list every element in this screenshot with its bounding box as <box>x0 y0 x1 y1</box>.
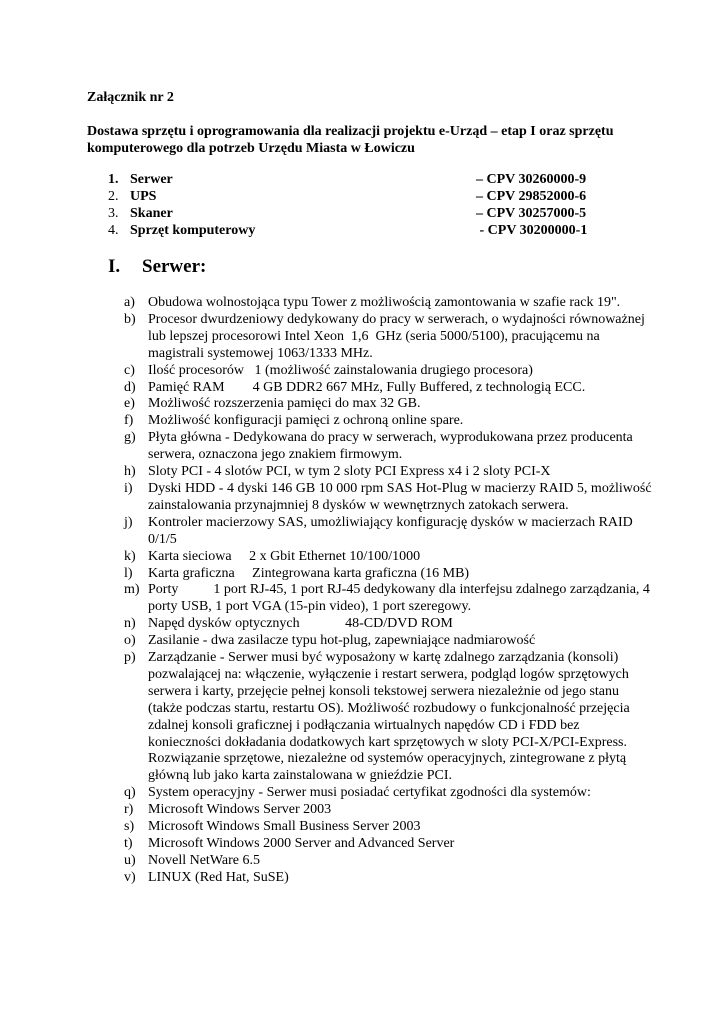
cpv-item-code: – CPV 30257000-5 <box>476 206 587 221</box>
section-heading <box>108 255 206 279</box>
spec-item <box>124 633 654 650</box>
spec-item-text: Microsoft Windows 2000 Server and Advanced Server <box>148 836 455 851</box>
spec-item <box>124 396 654 413</box>
spec-item <box>124 295 654 312</box>
spec-item <box>124 566 654 583</box>
spec-item-text: Karta graficzna Zintegrowana karta graficzna (16 MB) <box>148 565 470 581</box>
spec-item-text: Pamięć RAM 4 GB DDR2 667 MHz, Fully Buffered, z technologią ECC. <box>148 379 586 395</box>
document-subject: Dostawa sprzętu i oprogramowania dla realizacji projektu e-Urząd – etap I oraz sprzętu komputerowego dla potrzeb Urzędu Miasta w Łowiczu <box>87 124 614 156</box>
spec-item <box>124 802 654 819</box>
spec-item-letter: b) <box>124 311 136 327</box>
spec-item <box>124 430 654 464</box>
spec-item <box>124 650 654 785</box>
spec-item-letter: m) <box>124 582 140 598</box>
spec-item-letter: o) <box>124 633 136 649</box>
spec-item-letter: l) <box>124 565 133 581</box>
cpv-item-name: Sprzęt komputerowy <box>130 223 256 238</box>
spec-item <box>124 515 654 549</box>
spec-item-text: LINUX (Red Hat, SuSE) <box>148 869 289 885</box>
spec-item-letter: p) <box>124 650 136 666</box>
spec-item-text: Napęd dysków optycznych 48-CD/DVD ROM <box>148 616 453 632</box>
spec-item-text: Sloty PCI - 4 slotów PCI, w tym 2 sloty PCI Express x4 i 2 sloty PCI-X <box>148 464 551 480</box>
spec-item-letter: e) <box>124 396 135 412</box>
spec-item-text: Możliwość rozszerzenia pamięci do max 32 GB. <box>148 396 421 412</box>
spec-item <box>124 413 654 430</box>
spec-item-letter: h) <box>124 464 136 480</box>
spec-item <box>124 785 654 802</box>
cpv-item-code: – CPV 29852000-6 <box>476 189 587 204</box>
spec-item-text: Płyta główna - Dedykowana do pracy w serwerach, wyprodukowana przez producenta serwera, oznaczona jego znakiem firmowym. <box>148 430 637 463</box>
spec-item-text: System operacyjny - Serwer musi posiadać certyfikat zgodności dla systemów: <box>148 785 591 801</box>
spec-item <box>124 582 654 616</box>
spec-item-text: Obudowa wolnostojąca typu Tower z możliwością zamontowania w szafie rack 19". <box>148 295 621 310</box>
spec-item-letter: v) <box>124 869 136 885</box>
spec-item-text: Microsoft Windows Server 2003 <box>148 802 332 818</box>
spec-item-letter: n) <box>124 616 136 632</box>
section-numeral: I. <box>108 256 121 277</box>
spec-item-letter: a) <box>124 295 135 310</box>
spec-item-letter: f) <box>124 413 134 429</box>
spec-item-letter: g) <box>124 430 136 446</box>
spec-item <box>124 819 654 836</box>
cpv-item-number: 3. <box>108 206 119 221</box>
cpv-list <box>108 171 628 239</box>
spec-item-letter: u) <box>124 852 136 868</box>
spec-item-letter: d) <box>124 379 136 395</box>
spec-item-letter: k) <box>124 548 136 564</box>
spec-item-text: Zarządzanie - Serwer musi być wyposażony w kartę zdalnego zarządzania (konsoli) pozwalającej na: włączenie, wyłączenie i restart serwera, podgląd logów sprzętowych serwera i karty, przejęcie pełnej konsoli tekstowej serwera niezależnie od jego stanu (także podczas startu, restartu OS). Możliwość rozbudowy o funkcjonalność przejęcia zdalnej konsoli graficznej i podłączania wirtualnych napędów CD i FDD bez konieczności dokładania dodatkowych kart sprzętowych w sloty PCI-X/PCI-Express. Rozwiązanie sprzętowe, niezależne od systemów operacyjnych, zintegrowane z płytą główną lub jako karta zainstalowana w gnieździe PCI. <box>148 650 634 784</box>
spec-item-letter: c) <box>124 362 135 378</box>
cpv-item <box>108 171 628 188</box>
spec-item-text: Procesor dwurdzeniowy dedykowany do pracy w serwerach, o wydajności równoważnej lub lepszej procesorowi Intel Xeon 1,6 GHz (seria 5000/5100), pracującemu na magistrali systemowej 1063/1333 MHz. <box>148 311 649 361</box>
spec-item-letter: q) <box>124 785 136 801</box>
spec-item <box>124 616 654 633</box>
spec-item <box>124 312 654 363</box>
spec-item-text: Dyski HDD - 4 dyski 146 GB 10 000 rpm SAS Hot-Plug w macierzy RAID 5, możliwość zainstalowania przynajmniej 8 dysków w wewnętrznych zatokach serwera. <box>148 480 656 513</box>
cpv-item-name: Serwer <box>130 172 173 187</box>
cpv-item-number: 2. <box>108 189 119 204</box>
cpv-item-number: 4. <box>108 223 119 238</box>
spec-item-letter: i) <box>124 480 133 496</box>
spec-item-letter: r) <box>124 802 134 818</box>
spec-item <box>124 363 654 380</box>
cpv-item <box>108 188 628 205</box>
cpv-item-name: Skaner <box>130 206 173 221</box>
spec-item-text: Ilość procesorów 1 (możliwość zainstalowania drugiego procesora) <box>148 362 533 378</box>
spec-item-text: Karta sieciowa 2 x Gbit Ethernet 10/100/1000 <box>148 548 421 564</box>
section-title: Serwer: <box>142 256 207 277</box>
spec-item <box>124 853 654 870</box>
cpv-item-code: - CPV 30200000-1 <box>476 223 588 238</box>
spec-item-text: Zasilanie - dwa zasilacze typu hot-plug, zapewniające nadmiarowość <box>148 633 536 649</box>
cpv-item-name: UPS <box>130 189 157 204</box>
cpv-item <box>108 222 628 239</box>
cpv-item-code: – CPV 30260000-9 <box>476 172 587 187</box>
spec-item <box>124 870 654 887</box>
spec-item-text: Kontroler macierzowy SAS, umożliwiający konfigurację dysków w macierzach RAID 0/1/5 <box>148 514 637 547</box>
spec-item <box>124 464 654 481</box>
cpv-item-number: 1. <box>108 172 119 187</box>
spec-item <box>124 836 654 853</box>
spec-item-letter: j) <box>124 514 133 530</box>
spec-item <box>124 481 654 515</box>
spec-item-text: Microsoft Windows Small Business Server 2003 <box>148 819 421 835</box>
spec-item <box>124 380 654 397</box>
spec-item-letter: t) <box>124 836 133 851</box>
spec-list <box>124 295 654 887</box>
cpv-item <box>108 205 628 222</box>
spec-item-text: Novell NetWare 6.5 <box>148 852 260 868</box>
attachment-title: Załącznik nr 2 <box>87 90 174 105</box>
spec-item-text: Możliwość konfiguracji pamięci z ochroną online spare. <box>148 413 464 429</box>
spec-item-letter: s) <box>124 819 135 835</box>
spec-item <box>124 549 654 566</box>
spec-item-text: Porty 1 port RJ-45, 1 port RJ-45 dedykowany dla interfejsu zdalnego zarządzania, 4 porty USB, 1 port VGA (15-pin video), 1 port szeregowy. <box>148 582 654 615</box>
